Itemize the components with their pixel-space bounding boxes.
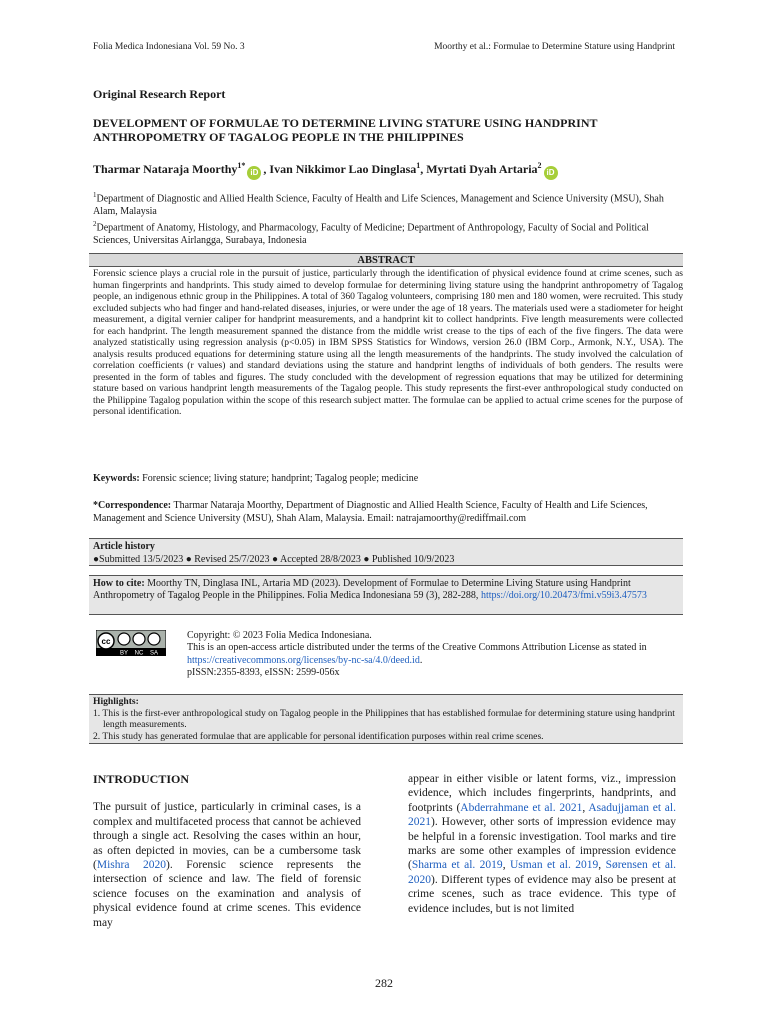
doi-link[interactable]: https://doi.org/10.20473/fmi.v59i3.47573 [480, 590, 647, 601]
nc-text: NC [134, 650, 144, 656]
author-affil-mark: 1* [237, 161, 246, 170]
orcid-icon[interactable]: iD [247, 166, 261, 180]
sa-text: SA [149, 650, 159, 656]
introduction-heading: INTRODUCTION [93, 772, 190, 786]
author-affil-mark: 1 [416, 161, 421, 170]
introduction-paragraph: appear in either visible or latent forms, viz., impression evidence, which includes fingerprints, handprints, and footprints (Abderrahmane et al. 2021, Asadujjaman et al. 2021). However, other sorts of impression evidence may be helpful in a forensic investigation. Tool marks and tire marks are some other examples of impression evidence (Sharma et al. 2019, Usman et al. 2019, Sørensen et al. 2020). Different types of evidence may also be present at crime scenes, such as trace evidence. This type of evidence includes, but is not limited [408, 773, 677, 915]
citation-link[interactable]: Sørensen et al. 2020 [408, 859, 677, 886]
citation-link[interactable]: Asadujjaman et al. 2021 [408, 801, 676, 829]
correspondence [93, 500, 683, 525]
cc-text: cc [101, 637, 111, 646]
author-affil-mark: 2 [537, 161, 542, 170]
highlight-item: 2. This study has generated formulae that are applicable for personal identification purposes within real crime scenes. [93, 730, 544, 742]
cite-text: Moorthy TN, Dinglasa INL, Artaria MD (2023). Development of Formulae to Determine Living Stature using Handprint Anthropometry of Tagalog People in the Philippines. Folia Medica Indonesiana 59 (3), 282-288, [93, 578, 631, 601]
license-statement: This is an open-access article distributed under the terms of the Creative Commons Attribution License as stated in https://creativecommons.org/licenses/by-nc-sa/4.0/deed.id. [187, 642, 647, 666]
how-to-cite [89, 575, 683, 615]
page-number: 282 [375, 976, 393, 990]
citation-link[interactable]: Abderrahmane et al. 2021 [460, 801, 583, 814]
introduction-paragraph: The pursuit of justice, particularly in criminal cases, is a complex and multifaceted process that cannot be achieved through a single act. Resolving the cases within an hour, as often depicted in movies, can be a cumbersome task (Mishra 2020). Forensic science represents the intersection of science and law. The field of forensic science focuses on the examination and analysis of physical evidence found at crime scenes. This evidence may [93, 801, 361, 929]
author-name: Ivan Nikkimor Lao Dinglasa [269, 162, 417, 176]
history-dates: ●Submitted 13/5/2023 ● Revised 25/7/2023 ● Accepted 28/8/2023 ● Published 10/9/2023 [93, 553, 455, 565]
issn: pISSN:2355-8393, eISSN: 2599-056x [187, 666, 340, 678]
affiliation: $^2$Department of Anatomy, Histology, and Pharmacology, Faculty of Medicine; Department of Anthropology, Faculty of Social and Political Sciences, Universitas Airlangga, Surabaya, Indonesia [93, 220, 649, 246]
license-link[interactable]: https://creativecommons.org/licenses/by-nc-sa/4.0/deed.id [187, 654, 420, 666]
author-name: Myrtati Dyah Artaria [426, 162, 538, 176]
keywords-label: Keywords: [93, 473, 140, 484]
journal-name: Folia Medica Indonesiana Vol. 59 No. 3 [93, 42, 245, 52]
keywords [93, 473, 683, 484]
by-text: BY [119, 650, 129, 656]
affiliations [93, 189, 683, 247]
cc-license-badge-icon[interactable] [96, 630, 166, 656]
abstract-text: Forensic science plays a crucial role in the pursuit of justice, particularly through the identification of physical evidence found at crime scenes, such as human fingerprints and handprints. This study aimed to develop formulae for determining living stature using the handprint anthropometry of Tagalog people, an indigenous ethnic group in the Philippines. A total of 360 Tagalog volunteers, comprising 180 men and 180 women, were recruited. This study excluded subjects who had finger and hand-related diseases, injuries, or were under the age of 18 years. The materials used were a stadiometer for height measurement, a digital vernier caliper for handprint measurements, and a handprint kit to collect handprints. Five length measurements were collected for each handprint. The length measurement spanned the distance from the middle wrist crease to the tips of each of the five fingers. The data were analyzed statistically using regression analysis (p<0.05) in IBM SPSS Statistics for Windows, version 26.0 (IBM Corp., Armonk, N.Y., USA). The analysis results produced equations for determining stature using all the length measurements of the handprints. The study involved the calculation of correlation coefficients (r values) and standard deviations using the stature and handprint lengths of individuals of both genders. The results were presented in the form of tables and figures. The study concluded with the development of regression equations that may be utilized for determining stature based on various handprint length measurements of the Tagalog people. This study represents the first-ever anthropological study conducted on the Philippine Tagalog population within the scope of this research subject matter. The formulae can be applied to actual crime scenes for the purpose of personal identification. [93, 268, 683, 417]
correspondence-label: *Correspondence: [93, 500, 172, 511]
affiliation: $^1$Department of Diagnostic and Allied Health Science, Faculty of Health and Life Sciences, Management and Science University (MSU), Shah Alam, Malaysia [93, 191, 664, 217]
article-history [89, 538, 683, 566]
paper-title: DEVELOPMENT OF FORMULAE TO DETERMINE LIVING STATURE USING HANDPRINT ANTHROPOMETRY OF TAGALOG PEOPLE IN THE PHILIPPINES [93, 116, 598, 144]
cite-label: How to cite: [93, 578, 145, 589]
citation-link[interactable]: Usman et al. 2019 [509, 859, 599, 872]
highlight-item: 1. This is the first-ever anthropological study on Tagalog people in the Philippines that has established formulae for determining stature using handprint length measurements. [93, 707, 675, 730]
highlights-label: Highlights: [93, 696, 139, 707]
article-type: Original Research Report [93, 87, 226, 101]
column-right [408, 772, 676, 916]
copyright-line: Copyright: © 2023 Folia Medica Indonesiana. [187, 630, 372, 641]
author-name: Tharmar Nataraja Moorthy [93, 162, 238, 176]
column-left [93, 772, 361, 930]
history-label: Article history [93, 541, 155, 552]
correspondence-text: Tharmar Nataraja Moorthy, Department of Diagnostic and Allied Health Science, Faculty of Health and Life Sciences, Management and Science University (MSU), Shah Alam, Malaysia. Email: natrajamoorthy@rediffmail.com [93, 500, 648, 524]
abstract-heading: ABSTRACT [89, 253, 683, 267]
citation-link[interactable]: Sharma et al. 2019 [411, 859, 503, 872]
running-title: Moorthy et al.: Formulae to Determine Stature using Handprint [434, 42, 675, 52]
author-list: Tharmar Nataraja Moorthy$^{1*}$iD , Ivan Nikkimor Lao Dinglasa$^1$, Myrtati Dyah Artaria$^2$iD [93, 158, 683, 180]
orcid-icon[interactable]: iD [544, 166, 558, 180]
keywords-text: Forensic science; living stature; handprint; Tagalog people; medicine [142, 473, 419, 484]
running-head [93, 42, 675, 52]
citation-link[interactable]: Mishra 2020 [96, 859, 166, 872]
highlights [89, 694, 683, 744]
copyright-block [187, 630, 683, 679]
